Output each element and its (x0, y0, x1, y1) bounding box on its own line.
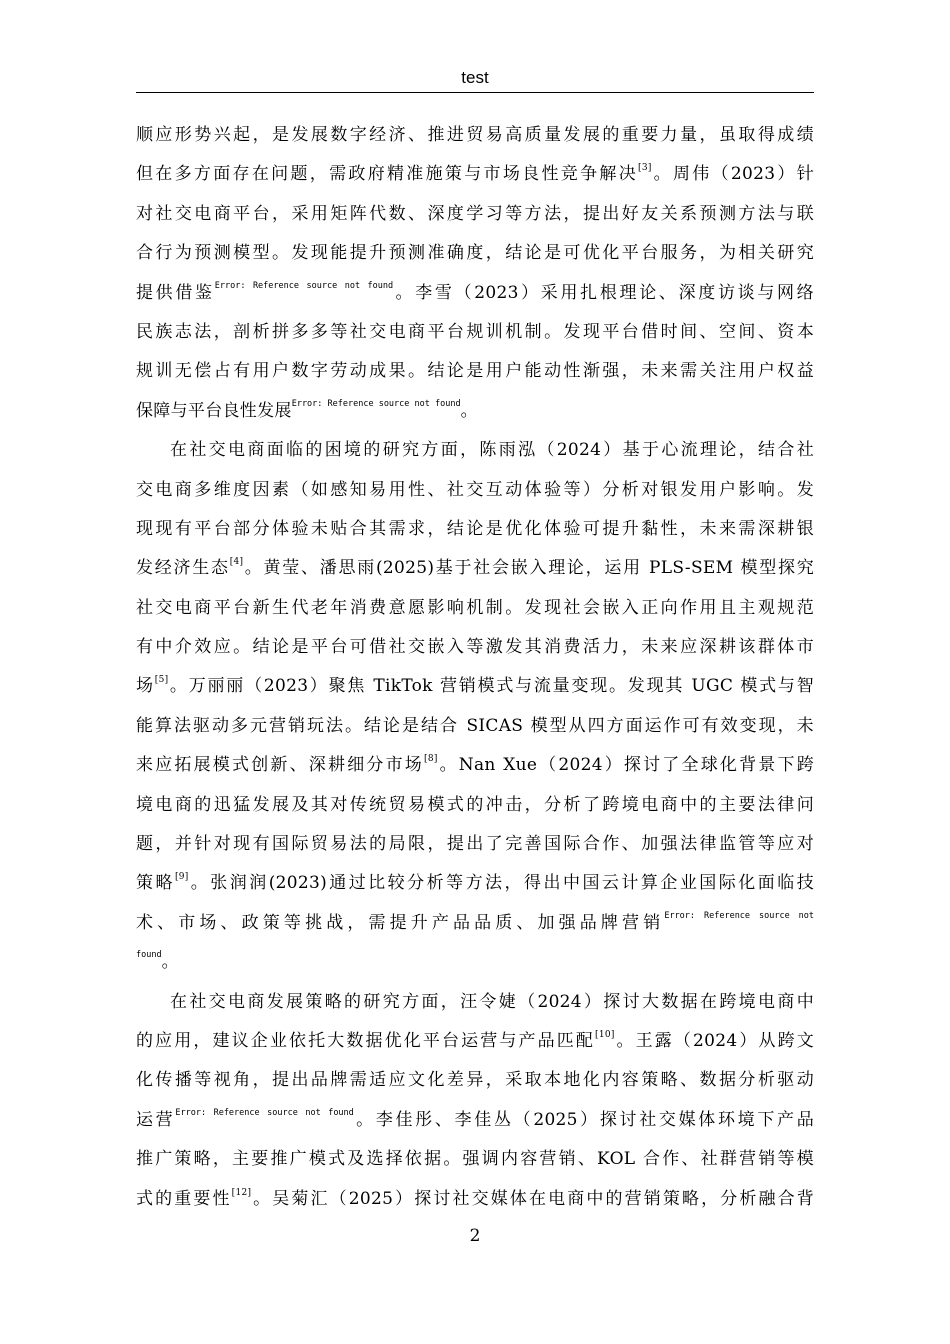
citation-ref[interactable]: [12] (231, 1187, 252, 1198)
text-line: 策略[9]。张润润(2023)通过比较分析等方法，得出中国云计算企业国际化面临技 (136, 872, 814, 894)
text-line: 合行为预测模型。发现能提升预测准确度，结论是可优化平台服务，为相关研究 (136, 243, 814, 264)
citation-ref[interactable]: [10] (595, 1029, 615, 1040)
citation-ref[interactable]: [4] (229, 557, 244, 568)
reference-error: Error: Reference source not found (214, 280, 394, 291)
paragraph-3 (136, 983, 814, 1219)
text-line: 有中介效应。结论是平台可借社交嵌入等激发其消费活力，未来应深耕该群体市 (136, 637, 814, 658)
text-line: 推广策略，主要推广模式及选择依据。强调内容营销、KOL 合作、社群营销等模 (136, 1149, 814, 1170)
page-number: 2 (469, 1226, 481, 1246)
text-line: 术、市场、政策等挑战，需提升产品品质、加强品牌营销$^{Error: Reference source not}$ (136, 910, 814, 933)
reference-error: Error: Reference source not found (175, 1107, 354, 1118)
text-line: 化传播等视角，提出品牌需适应文化差异，采取本地化内容策略、数据分析驱动 (136, 1070, 814, 1091)
paragraph-2 (136, 431, 814, 982)
text-line: 顺应形势兴起，是发展数字经济、推进贸易高质量发展的重要力量，虽取得成绩 (136, 125, 814, 145)
text-line: 交电商多维度因素（如感知易用性、社交互动体验等）分析对银发用户影响。发 (136, 479, 814, 500)
text-line: 场[5]。万丽丽（2023）聚焦 TikTok 营销模式与流量变现。发现其 UGC 模式与智 (136, 675, 814, 697)
paragraph-1 (136, 116, 814, 431)
text-line: 的应用，建议企业依托大数据优化平台运营与产品匹配[10]。王露（2024）从跨文 (136, 1029, 814, 1051)
citation-ref[interactable]: [8] (424, 754, 438, 765)
page-header (136, 66, 814, 93)
text-line: 来应拓展模式创新、深耕细分市场[8]。Nan Xue（2024）探讨了全球化背景下跨 (136, 754, 815, 776)
header-title: test (461, 68, 489, 87)
text-line: 现现有平台部分体验未贴合其需求，结论是优化体验可提升黏性，未来需深耕银 (136, 518, 814, 539)
text-line: 在社交电商面临的困境的研究方面，陈雨泓（2024）基于心流理论，结合社 (170, 440, 814, 461)
text-line: 运营$^{Error: Reference source not found}$。李佳彤、李佳丛（2025）探讨社交媒体环境下产品 (136, 1107, 814, 1130)
text-line: 题，并针对现有国际贸易法的局限，提出了完善国际合作、加强法律监管等应对 (136, 834, 814, 855)
text-line: 境电商的迅猛发展及其对传统贸易模式的冲击，分析了跨境电商中的主要法律问 (136, 794, 814, 815)
document-body (136, 116, 814, 1219)
reference-error: found (136, 950, 162, 961)
citation-ref[interactable]: [5] (154, 675, 169, 686)
text-line: 规训无偿占有用户数字劳动成果。结论是用户能动性渐强，未来需关注用户权益 (136, 361, 814, 382)
text-line: 民族志法，剖析拼多多等社交电商平台规训机制。发现平台借时间、空间、资本 (136, 321, 814, 342)
citation-ref[interactable]: [3] (638, 163, 652, 174)
text-line: 提供借鉴$^{Error: Reference source not found}$。李雪（2023）采用扎根理论、深度访谈与网络 (136, 280, 814, 303)
citation-ref[interactable]: [9] (174, 872, 189, 883)
text-line: 发经济生态[4]。黄莹、潘思雨(2025)基于社会嵌入理论，运用 PLS-SEM 模型探究 (136, 557, 814, 579)
text-line: 对社交电商平台，采用矩阵代数、深度学习等方法，提出好友关系预测方法与联 (136, 203, 814, 224)
reference-error: Error: Reference source not (664, 910, 814, 921)
text-line: 能算法驱动多元营销玩法。结论是结合 SICAS 模型从四方面运作可有效变现，未 (136, 715, 814, 736)
text-line: 但在多方面存在问题，需政府精准施策与市场良性竞争解决[3]。周伟（2023）针 (136, 163, 814, 185)
text-line: 社交电商平台新生代老年消费意愿影响机制。发现社会嵌入正向作用且主观规范 (136, 597, 814, 618)
text-line: $^{found}$。 (136, 950, 179, 973)
text-line: 式的重要性[12]。吴菊汇（2025）探讨社交媒体在电商中的营销策略，分析融合背 (136, 1187, 815, 1209)
text-line: 保障与平台良性发展$^{Error: Reference source not found}$。 (136, 398, 478, 421)
reference-error: Error: Reference source not found (291, 398, 461, 409)
text-line: 在社交电商发展策略的研究方面，汪令婕（2024）探讨大数据在跨境电商中 (170, 991, 814, 1012)
